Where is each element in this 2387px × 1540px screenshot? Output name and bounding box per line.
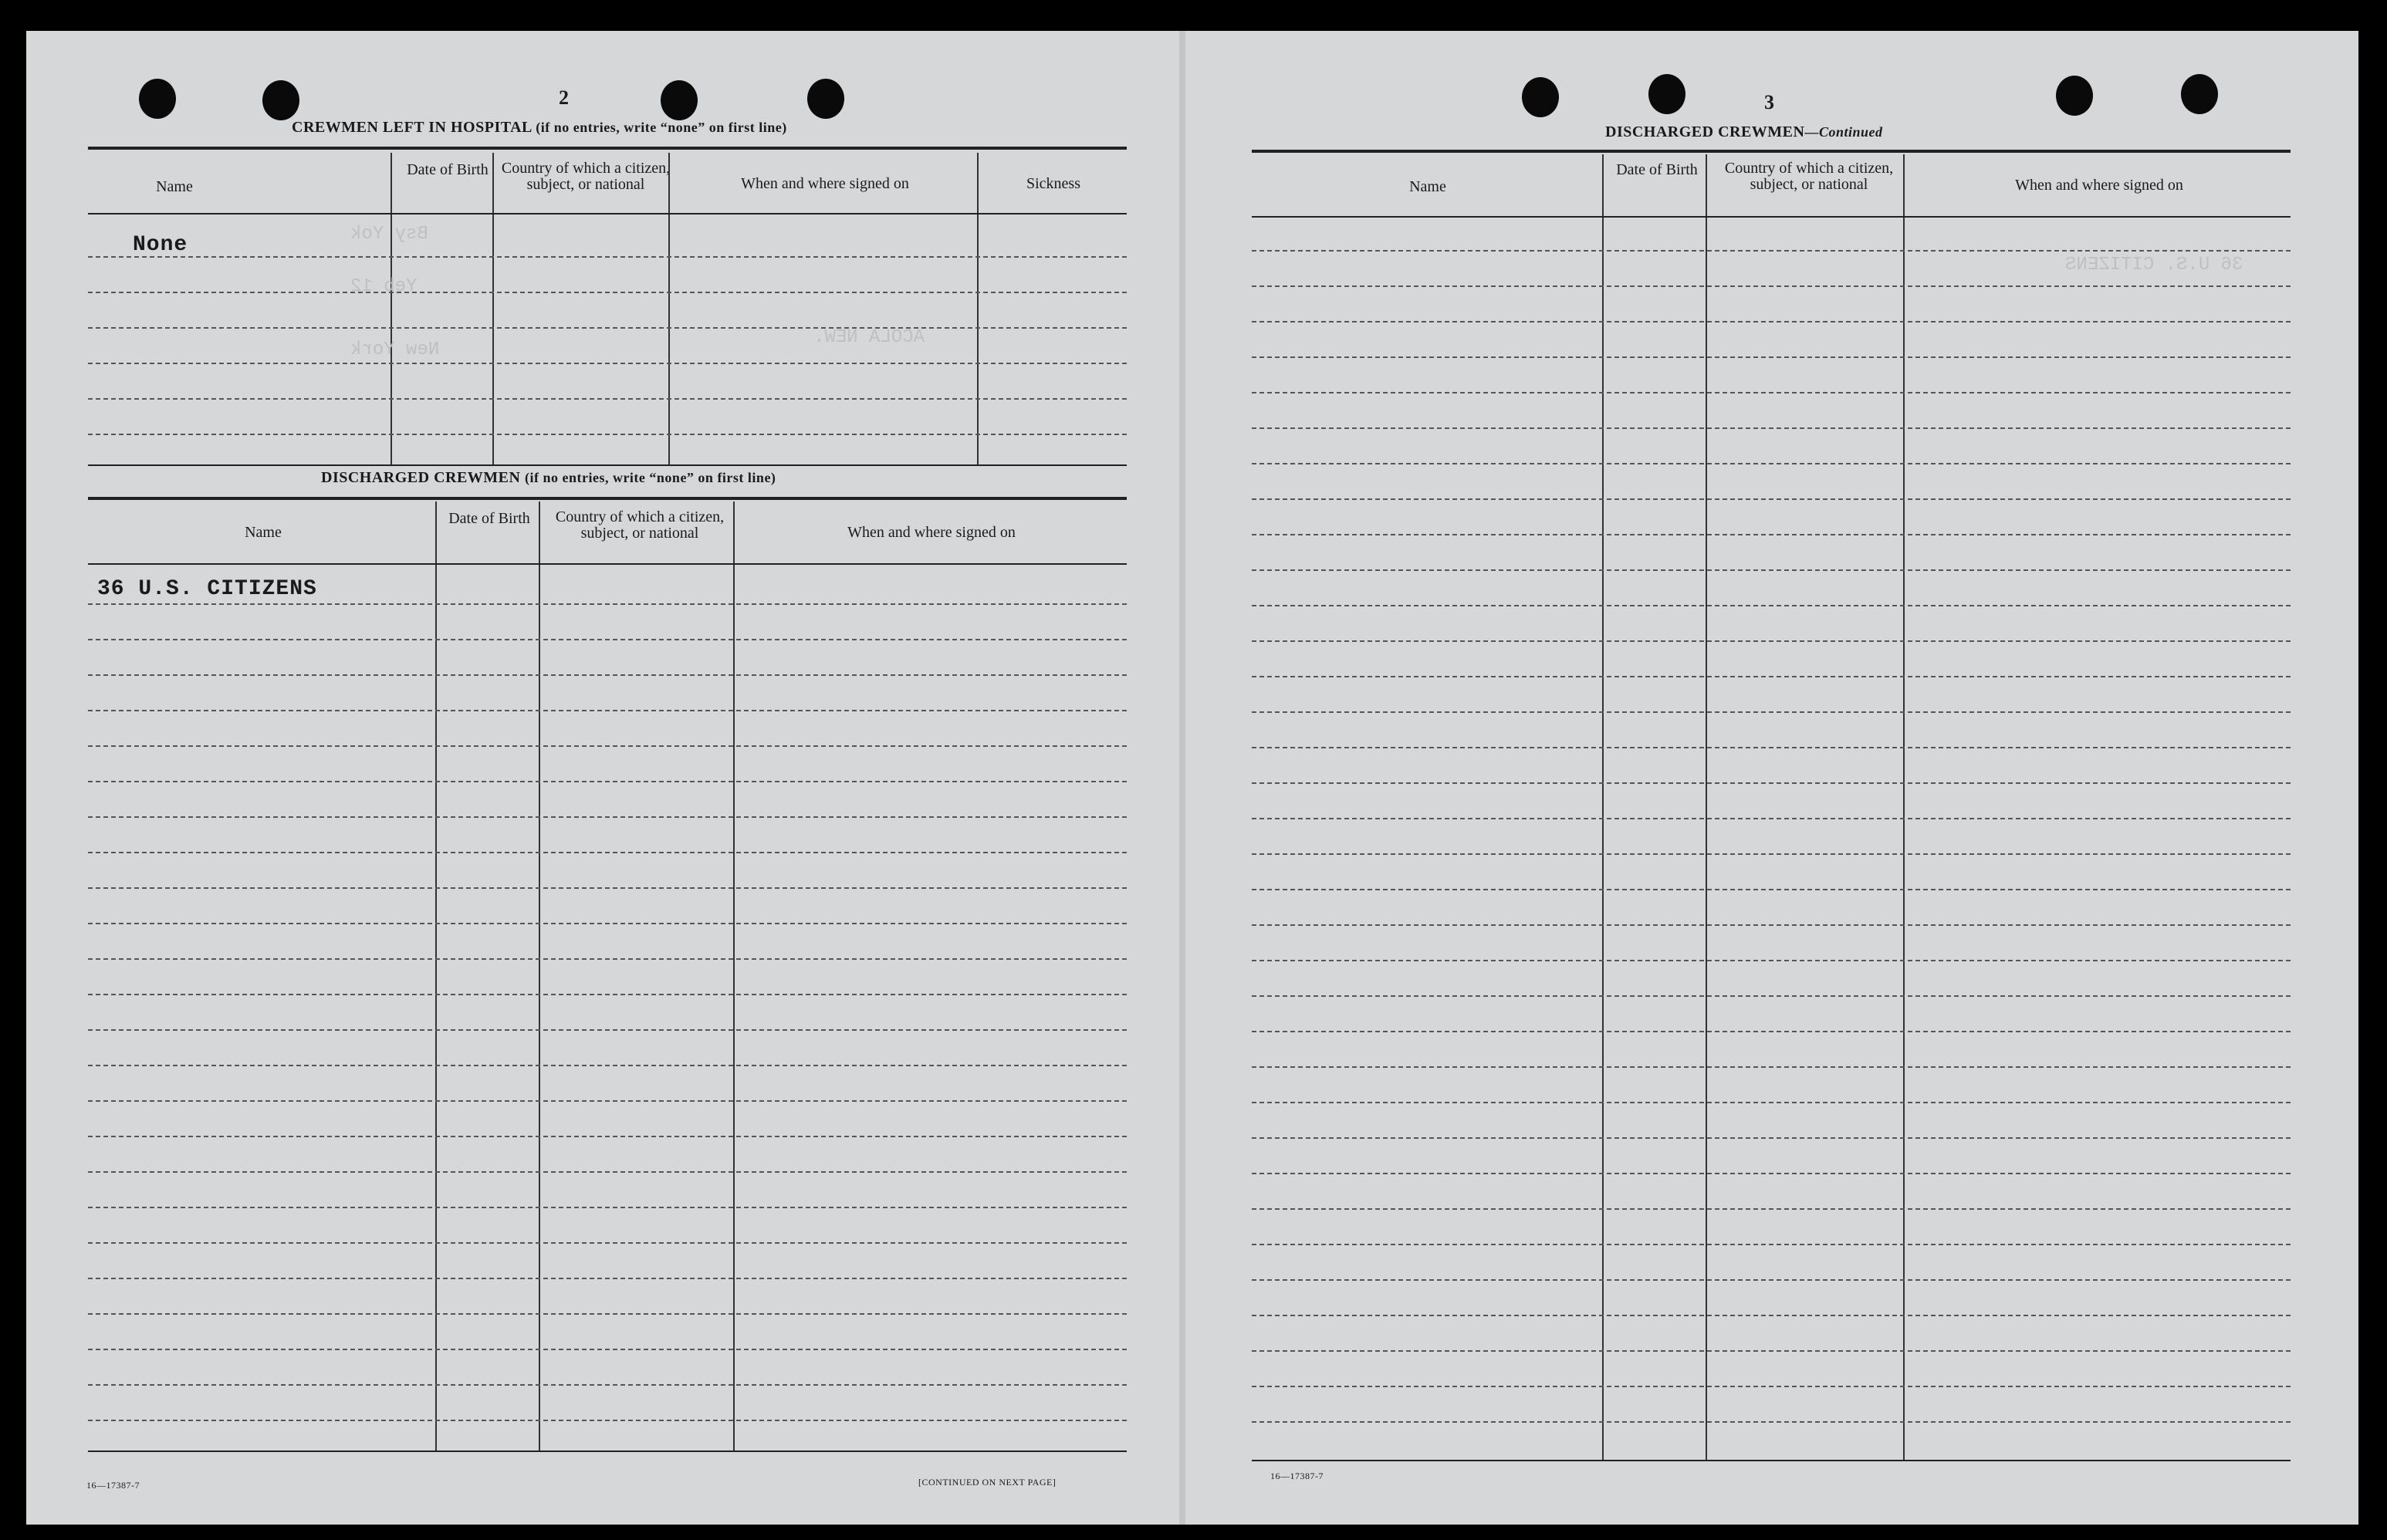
entry-line: [88, 1242, 1127, 1244]
left-page: [26, 31, 1179, 1525]
column-header-signed-on: When and where signed on: [847, 524, 1016, 541]
entry-line: [1252, 427, 2291, 429]
entry-line: [88, 639, 1127, 640]
entry-line: [1252, 782, 2291, 784]
entry-line: [88, 710, 1127, 711]
continued-note: [CONTINUED ON NEXT PAGE]: [918, 1477, 1057, 1488]
entry-line: [1252, 356, 2291, 358]
title-suffix: —Continued: [1804, 124, 1883, 140]
discharged-continued-title-text: DISCHARGED CREWMEN: [1605, 123, 1805, 140]
discharged-title-note: (if no entries, write “none” on first line): [524, 470, 776, 485]
entry-line: [88, 1313, 1127, 1315]
column-header-dob: Date of Birth: [1616, 161, 1698, 178]
punch-hole: [262, 80, 299, 120]
column-header-signed-on: When and where signed on: [741, 175, 909, 192]
column-header-country: Country of which a citizen, subject, or national: [501, 160, 671, 193]
entry-line: [88, 1420, 1127, 1421]
entry-line: [1252, 995, 2291, 997]
entry-line: [1252, 924, 2291, 926]
column-divider: [1706, 154, 1707, 1461]
discharged-title-text: DISCHARGED CREWMEN: [321, 469, 521, 486]
punch-hole: [1648, 74, 1685, 114]
entry-line: [88, 1349, 1127, 1350]
hospital-title-note: (if no entries, write “none” on first line): [536, 120, 787, 135]
form-number: 16—17387-7: [1270, 1471, 1324, 1481]
entry-line: [88, 745, 1127, 747]
entry-line: [88, 256, 1127, 258]
entry-line: [1252, 676, 2291, 677]
entry-line: [88, 1029, 1127, 1031]
entry-line: [88, 1100, 1127, 1102]
page-number: 3: [1764, 91, 1774, 113]
entry-line: [88, 363, 1127, 364]
punch-hole: [661, 80, 698, 120]
entry-line: [88, 398, 1127, 400]
bleed-through-text: ACOLA NEW.: [813, 327, 925, 348]
entry-line: [1252, 1279, 2291, 1281]
header-bottom-rule: [88, 563, 1127, 565]
column-header-country: Country of which a citizen, subject, or national: [555, 508, 725, 542]
entry-line: [88, 781, 1127, 782]
punch-hole: [139, 79, 176, 119]
entry-line: [88, 1207, 1127, 1208]
entry-line: [88, 994, 1127, 995]
entry-line: [1252, 392, 2291, 393]
entry-line: [1252, 1066, 2291, 1068]
column-divider: [492, 153, 494, 466]
discharged-section-title: [321, 469, 776, 487]
entry-line: [1252, 1421, 2291, 1423]
column-divider: [977, 153, 979, 466]
entry-line: [1252, 569, 2291, 571]
column-divider: [1903, 154, 1905, 1461]
table-top-rule: [1252, 150, 2291, 153]
entry-line: [1252, 889, 2291, 890]
entry-line: [88, 816, 1127, 818]
column-header-signed-on: When and where signed on: [2015, 177, 2183, 194]
entry-line: [1252, 1031, 2291, 1032]
entry-line: [1252, 285, 2291, 287]
entry-line: [1252, 1350, 2291, 1352]
hospital-entry: None: [133, 233, 188, 257]
punch-hole: [807, 79, 844, 119]
column-divider: [1602, 154, 1604, 1461]
entry-line: [88, 1278, 1127, 1279]
column-header-dob: Date of Birth: [407, 161, 489, 178]
column-divider: [668, 153, 670, 466]
entry-line: [1252, 605, 2291, 606]
column-divider: [733, 502, 735, 1452]
right-page: [1185, 31, 2358, 1525]
column-header-sickness: Sickness: [1026, 175, 1080, 192]
entry-line: [1252, 534, 2291, 535]
table-bottom-rule: [1252, 1460, 2291, 1461]
entry-line: [1252, 1173, 2291, 1174]
entry-line: [1252, 960, 2291, 961]
entry-line: [88, 1384, 1127, 1386]
entry-line: [1252, 1315, 2291, 1316]
bleed-through-text: Bsy Yok: [350, 224, 428, 245]
entry-line: [1252, 818, 2291, 819]
table-top-rule: [88, 497, 1127, 500]
column-divider: [539, 502, 540, 1452]
header-bottom-rule: [88, 213, 1127, 214]
bleed-through-text: New York: [350, 339, 440, 360]
entry-line: [1252, 1137, 2291, 1139]
bleed-through-text: 36 U.S. CITIZENS: [2065, 255, 2243, 275]
column-divider: [391, 153, 392, 466]
hospital-title-text: CREWMEN LEFT IN HOSPITAL: [292, 119, 532, 136]
entry-line: [88, 292, 1127, 293]
entry-line: [1252, 1386, 2291, 1387]
punch-hole: [2056, 76, 2093, 116]
entry-line: [88, 327, 1127, 329]
entry-line: [1252, 1244, 2291, 1245]
page-number: 2: [559, 86, 569, 109]
entry-line: [1252, 250, 2291, 252]
entry-line: [88, 674, 1127, 676]
entry-line: [88, 1136, 1127, 1137]
header-bottom-rule: [1252, 216, 2291, 218]
column-header-country: Country of which a citizen, subject, or national: [1724, 160, 1894, 193]
discharged-entry: 36 U.S. CITIZENS: [97, 577, 317, 601]
table-top-rule: [88, 147, 1127, 150]
entry-line: [1252, 640, 2291, 642]
discharged-continued-title: [1605, 123, 1883, 141]
column-divider: [435, 502, 437, 1452]
table-bottom-rule: [88, 464, 1127, 466]
entry-line: [88, 852, 1127, 853]
column-header-name: Name: [245, 524, 282, 541]
column-header-name: Name: [156, 178, 193, 195]
entry-line: [1252, 747, 2291, 748]
entry-line: [88, 1171, 1127, 1173]
entry-line: [1252, 463, 2291, 464]
entry-line: [1252, 711, 2291, 713]
entry-line: [1252, 853, 2291, 855]
entry-line: [88, 434, 1127, 435]
form-number: 16—17387-7: [86, 1480, 140, 1491]
table-bottom-rule: [88, 1451, 1127, 1452]
punch-hole: [2181, 74, 2218, 114]
entry-line: [1252, 321, 2291, 323]
entry-line: [88, 887, 1127, 889]
entry-line: [88, 958, 1127, 960]
column-header-name: Name: [1409, 178, 1446, 195]
entry-line: [1252, 498, 2291, 500]
column-header-dob: Date of Birth: [448, 510, 530, 527]
hospital-section-title: [292, 119, 787, 137]
entry-line: [1252, 1208, 2291, 1210]
entry-line: [88, 1065, 1127, 1066]
punch-hole: [1522, 77, 1559, 117]
entry-line: [88, 923, 1127, 924]
bleed-through-text: Yeb 12: [350, 276, 418, 297]
entry-line: [88, 603, 1127, 605]
page-gutter: [1179, 31, 1185, 1525]
entry-line: [1252, 1102, 2291, 1103]
